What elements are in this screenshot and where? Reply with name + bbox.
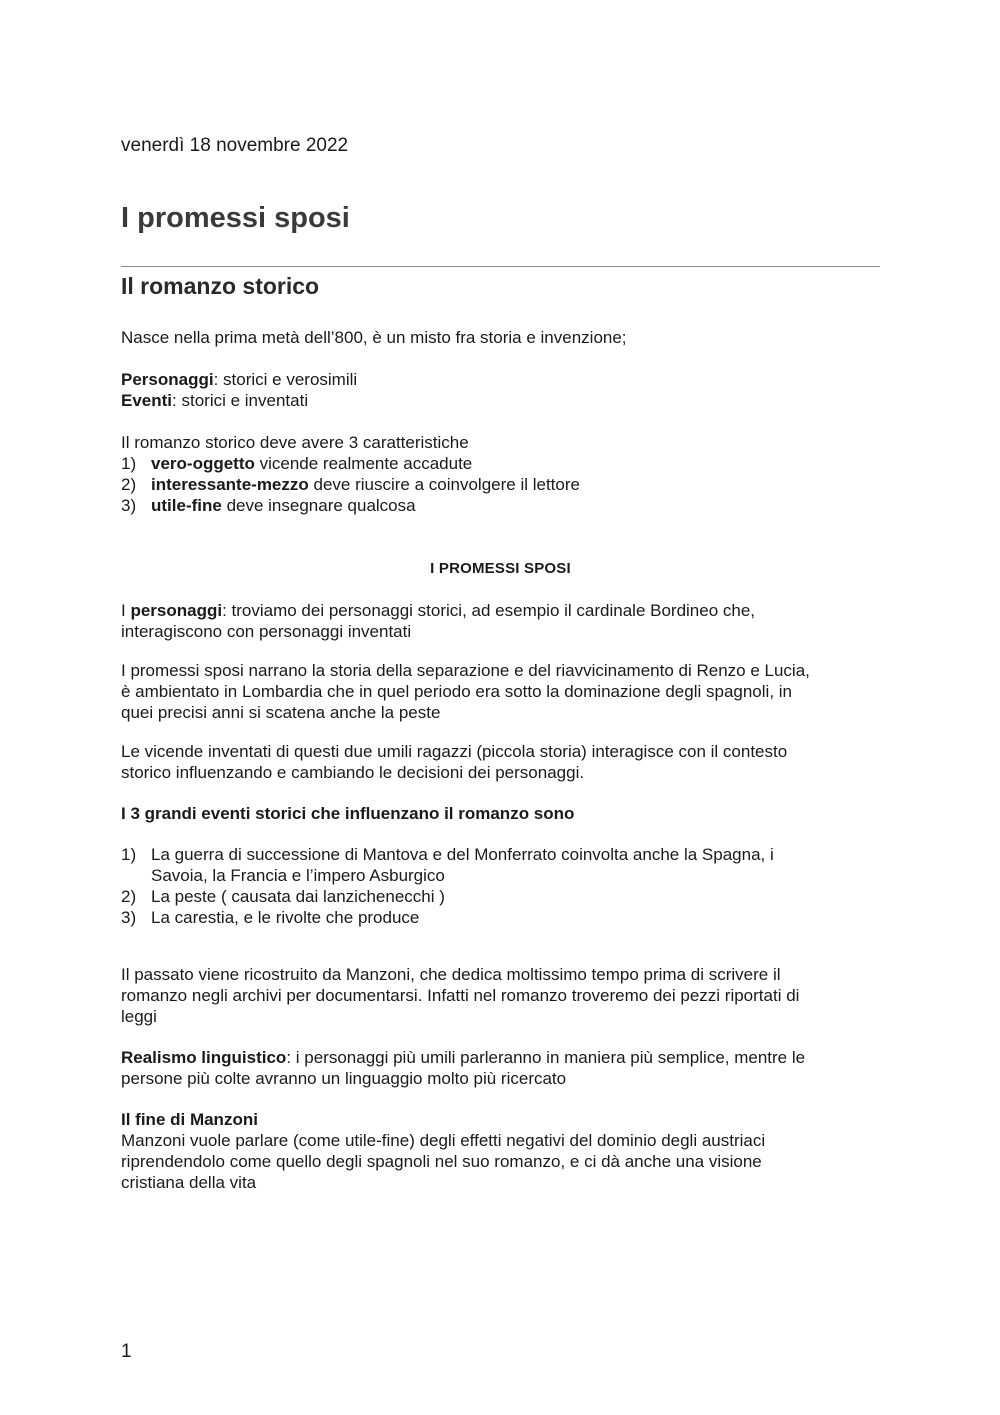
section-subtitle: Il romanzo storico (121, 273, 320, 299)
events-heading: I 3 grandi eventi storici che influenzano il romanzo sono (121, 804, 575, 823)
definition-term: Eventi (121, 391, 173, 410)
events-paragraph (121, 741, 880, 783)
definition-eventi (121, 390, 880, 411)
para-line: persone più colte avranno un linguaggio molto più ricercato (121, 1069, 567, 1088)
list-number: 3) (121, 908, 137, 927)
realism-paragraph (121, 1047, 880, 1089)
list-term: vero-oggetto (151, 454, 255, 473)
list-text: La carestia, e le rivolte che produce (151, 908, 420, 927)
document-date: venerdì 18 novembre 2022 (121, 135, 349, 156)
para-text: : troviamo dei personaggi storici, ad esempio il cardinale Bordineo che, (222, 601, 756, 620)
para-line: interagiscono con personaggi inventati (121, 622, 412, 641)
para-line: riprendendolo come quello degli spagnoli nel suo romanzo, e ci dà anche una visione (121, 1152, 762, 1171)
definition-text: : storici e inventati (172, 391, 309, 410)
page-number: 1 (121, 1341, 132, 1362)
definition-personaggi (121, 369, 880, 390)
para-line: Manzoni vuole parlare (come utile-fine) degli effetti negativi del dominio degli austriaci (121, 1131, 766, 1150)
title-divider (121, 266, 880, 267)
para-line: cristiana della vita (121, 1173, 257, 1192)
list-text: deve insegnare qualcosa (221, 496, 416, 515)
para-term: Realismo linguistico (121, 1048, 287, 1067)
list-item (121, 495, 880, 516)
list-item (121, 907, 880, 928)
para-line: I promessi sposi narrano la storia della separazione e del riavvicinamento di Renzo e Lucia, (121, 661, 810, 680)
para-line: Il passato viene ricostruito da Manzoni, che dedica moltissimo tempo prima di scrivere il (121, 965, 781, 984)
list-text: La guerra di successione di Mantova e del Monferrato coinvolta anche la Spagna, i (151, 845, 774, 864)
definitions-block (121, 369, 880, 411)
past-paragraph (121, 964, 880, 1027)
events-list (121, 844, 880, 928)
intro-paragraph: Nasce nella prima metà dell’800, è un misto fra storia e invenzione; (121, 328, 627, 347)
list-term: interessante-mezzo (151, 475, 309, 494)
personaggi-paragraph (121, 600, 880, 642)
list-term: utile-fine (151, 496, 222, 515)
para-line: romanzo negli archivi per documentarsi. Infatti nel romanzo troveremo dei pezzi riportati di (121, 986, 800, 1005)
list-number: 2) (121, 475, 137, 494)
list-text: vicende realmente accadute (254, 454, 473, 473)
list-number: 1) (121, 845, 137, 864)
list-item (121, 844, 880, 886)
para-line: storico influenzando e cambiando le decisioni dei personaggi. (121, 763, 585, 782)
list-item (121, 886, 880, 907)
list-text: Savoia, la Francia e l’impero Asburgico (151, 866, 445, 885)
para-line: Le vicende inventati di questi due umili ragazzi (piccola storia) interagisce con il contesto (121, 742, 788, 761)
list-item (121, 474, 880, 495)
para-line: leggi (121, 1007, 157, 1026)
fine-section (121, 1109, 880, 1193)
document-title: I promessi sposi (121, 202, 350, 234)
definition-term: Personaggi (121, 370, 214, 389)
para-line: è ambientato in Lombardia che in quel periodo era sotto la dominazione degli spagnoli, in (121, 682, 792, 701)
list-number: 2) (121, 887, 137, 906)
para-text: : i personaggi più umili parleranno in maniera più semplice, mentre le (286, 1048, 806, 1067)
list-text: La peste ( causata dai lanzichenecchi ) (151, 887, 445, 906)
para-prefix: I (121, 601, 131, 620)
list-number: 3) (121, 496, 137, 515)
story-paragraph (121, 660, 880, 723)
para-term: personaggi (130, 601, 223, 620)
list-number: 1) (121, 454, 137, 473)
characteristics-block (121, 432, 880, 516)
definition-text: : storici e verosimili (213, 370, 358, 389)
list-item (121, 453, 880, 474)
para-line: quei precisi anni si scatena anche la peste (121, 703, 441, 722)
list-text: deve riuscire a coinvolgere il lettore (308, 475, 580, 494)
characteristics-heading: Il romanzo storico deve avere 3 caratteristiche (121, 433, 469, 452)
fine-heading: Il fine di Manzoni (121, 1110, 258, 1129)
section-heading: I PROMESSI SPOSI (430, 560, 571, 577)
